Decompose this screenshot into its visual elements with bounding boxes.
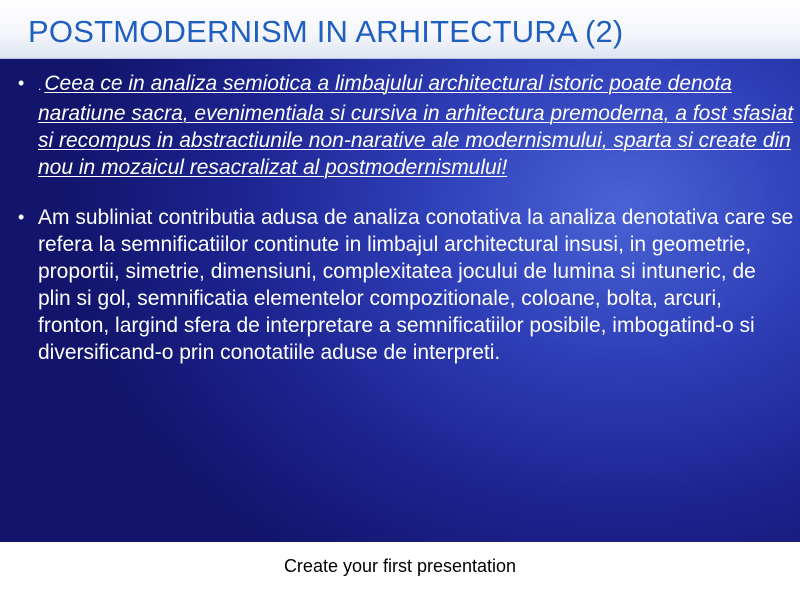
bullet-icon: • xyxy=(18,73,25,93)
footer-caption: Create your first presentation xyxy=(283,556,517,576)
bullet-item xyxy=(14,204,794,366)
bullet-lead-mark: . xyxy=(38,79,42,93)
slide-title: POSTMODERNISM IN ARHITECTURA (2) xyxy=(28,14,624,49)
title-band xyxy=(0,0,800,59)
bullet-text-emphasized: Ceea ce in analiza semiotica a limbajului architectural istoric poate denota naratiune sacra, evenimentiala si cursiva in arhitectura premoderna, a fost sfasiat si recompus in abstractiunile non-narative ale modernismului, sparta si create din nou in mozaicul resacralizat al postmodernismului! xyxy=(38,72,794,179)
bullet-text: Am subliniat contributia adusa de analiza conotativa la analiza denotativa care se refera la semnificatiilor continute in limbajul architectural insusi, in geometrie, proportii, simetrie, dimensiuni, complexitatea jocului de lumina si intuneric, de plin si gol, semnificatia elementelor compozitionale, coloane, bolta, arcuri, fronton, largind sfera de interpretare a semnificatiilor posibile, imbogatind-o si diversificand-o prin conotatiile aduse de interpreti. xyxy=(38,206,794,364)
bullet-item xyxy=(14,70,794,181)
bullet-icon: • xyxy=(18,207,25,227)
slide-content xyxy=(14,70,794,366)
